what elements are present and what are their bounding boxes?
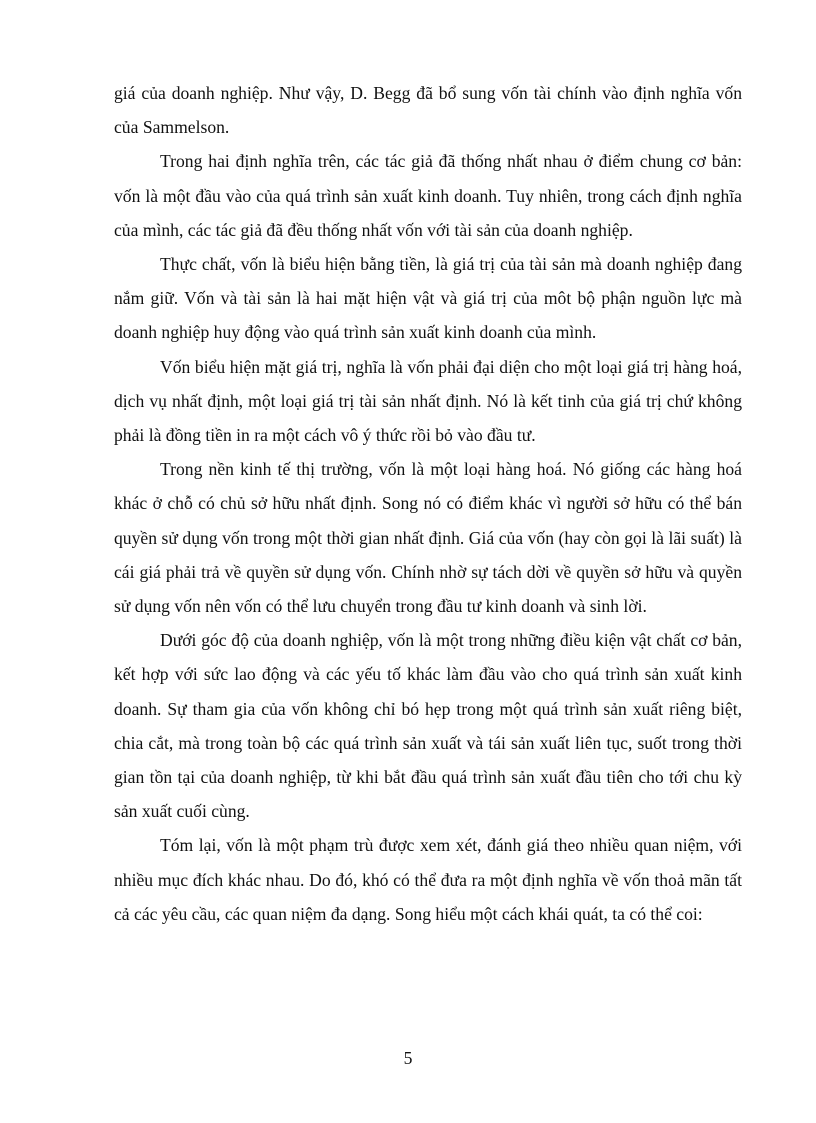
paragraph-conclusion: Tóm lại, vốn là một phạm trù được xem xét, đánh giá theo nhiều quan niệm, với nhiều mục đích khác nhau. Do đó, khó có thể đưa ra một định nghĩa về vốn thoả mãn tất cả các yêu cầu, các quan niệm đa dạng. Song hiểu một cách khái quát, ta có thể coi: bbox=[114, 835, 742, 924]
paragraph-capital-value: Vốn biểu hiện mặt giá trị, nghĩa là vốn phải đại diện cho một loại giá trị hàng hoá, dịch vụ nhất định, một loại giá trị tài sản nhất định. Nó là kết tinh của giá trị chứ không phải là đồng tiền in ra một cách vô ý thức rồi bỏ vào đầu tư. bbox=[114, 356, 742, 446]
paragraph-continuation: giá của doanh nghiệp. Như vậy, D. Begg đã bổ sung vốn tài chính vào định nghĩa vốn của Sammelson. bbox=[114, 83, 742, 138]
paragraph-enterprise-view: Dưới góc độ của doanh nghiệp, vốn là một trong những điều kiện vật chất cơ bản, kết hợp với sức lao động và các yếu tố khác làm đầu vào cho quá trình sản xuất kinh doanh. Sự tham gia của vốn không chỉ bó hẹp trong một quá trình sản xuất riêng biệt, chia cắt, mà trong toàn bộ các quá trình sản xuất và tái sản xuất liên tục, suốt trong thời gian tồn tại của doanh nghiệp, từ khi bắt đầu quá trình sản xuất đầu tiên cho tới chu kỳ sản xuất cuối cùng. bbox=[114, 630, 742, 822]
page-number: 5 bbox=[403, 1048, 413, 1068]
paragraph-capital-essence: Thực chất, vốn là biểu hiện bằng tiền, là giá trị của tài sản mà doanh nghiệp đang nắm giữ. Vốn và tài sản là hai mặt hiện vật và giá trị của môt bộ phận nguồn lực mà doanh nghiệp huy động vào quá trình sản xuất kinh doanh của mình. bbox=[114, 254, 742, 343]
document-page bbox=[114, 76, 742, 931]
paragraph-market-economy: Trong nền kinh tế thị trường, vốn là một loại hàng hoá. Nó giống các hàng hoá khác ở chỗ có chủ sở hữu nhất định. Song nó có điểm khác vì người sở hữu có thể bán quyền sử dụng vốn trong một thời gian nhất định. Giá của vốn (hay còn gọi là lãi suất) là cái giá phải trả về quyền sử dụng vốn. Chính nhờ sự tách dời về quyền sở hữu và quyền sử dụng vốn nên vốn có thể lưu chuyển trong đầu tư kinh doanh và sinh lời. bbox=[114, 459, 742, 617]
paragraph-definitions-summary: Trong hai định nghĩa trên, các tác giả đã thống nhất nhau ở điểm chung cơ bản: vốn là một đầu vào của quá trình sản xuất kinh doanh. Tuy nhiên, trong cách định nghĩa của mình, các tác giả đã đều thống nhất vốn với tài sản của doanh nghiệp. bbox=[114, 151, 742, 240]
